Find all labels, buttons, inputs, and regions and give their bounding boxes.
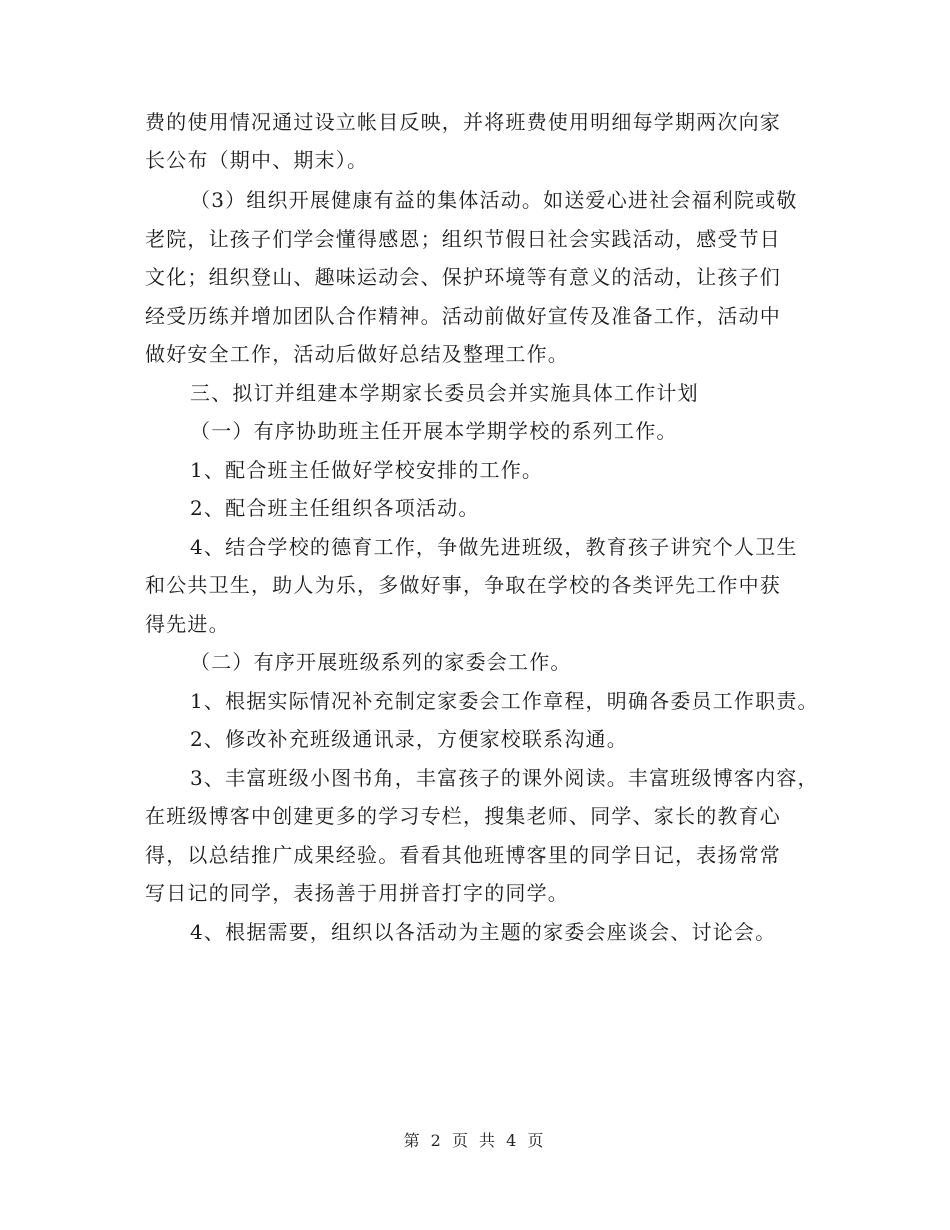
text-line: 写日记的同学，表扬善于用拼音打字的同学。: [145, 881, 569, 905]
text-line: 得先进。: [145, 612, 230, 636]
text-line: 文化；组织登山、趣味运动会、保护环境等有意义的活动，让孩子们: [145, 265, 781, 289]
text-line: 长公布（期中、期末）。: [145, 148, 369, 172]
list-item: 2、修改补充班级通讯录，方便家校联系沟通。: [190, 727, 628, 751]
text-line: 得，以总结推广成果经验。看看其他班博客里的同学日记，表扬常常: [145, 843, 781, 867]
text-line: 经受历练并增加团队合作精神。活动前做好宣传及准备工作，活动中: [145, 304, 781, 328]
list-item: 1、根据实际情况补充制定家委会工作章程，明确各委员工作职责。: [190, 689, 819, 713]
list-item: 4、根据需要，组织以各活动为主题的家委会座谈会、讨论会。: [190, 920, 777, 944]
list-item: 3、丰富班级小图书角，丰富孩子的课外阅读。丰富班级博客内容，: [190, 766, 819, 790]
list-item: 4、结合学校的德育工作，争做先进班级，教育孩子讲究个人卫生: [190, 535, 798, 559]
text-line: 和公共卫生，助人为乐，多做好事，争取在学校的各类评先工作中获: [145, 573, 781, 597]
text-line: （3）组织开展健康有益的集体活动。如送爱心进社会福利院或敬: [190, 188, 798, 212]
text-line: 在班级博客中创建更多的学习专栏，搜集老师、同学、家长的教育心: [145, 804, 781, 828]
list-item: 2、配合班主任组织各项活动。: [190, 496, 480, 520]
subsection-heading: （一）有序协助班主任开展本学期学校的系列工作。: [190, 419, 678, 443]
page-footer: 第 2 页 共 4 页: [403, 1131, 547, 1150]
text-line: 老院，让孩子们学会懂得感恩；组织节假日社会实践活动，感受节日: [145, 227, 781, 251]
text-line: 费的使用情况通过设立帐目反映，并将班费使用明细每学期两次向家: [145, 110, 781, 134]
list-item: 1、配合班主任做好学校安排的工作。: [190, 458, 544, 482]
text-line: 做好安全工作，活动后做好总结及整理工作。: [145, 342, 569, 366]
section-heading: 三、拟订并组建本学期家长委员会并实施具体工作计划: [190, 381, 699, 405]
subsection-heading: （二）有序开展班级系列的家委会工作。: [190, 650, 572, 674]
